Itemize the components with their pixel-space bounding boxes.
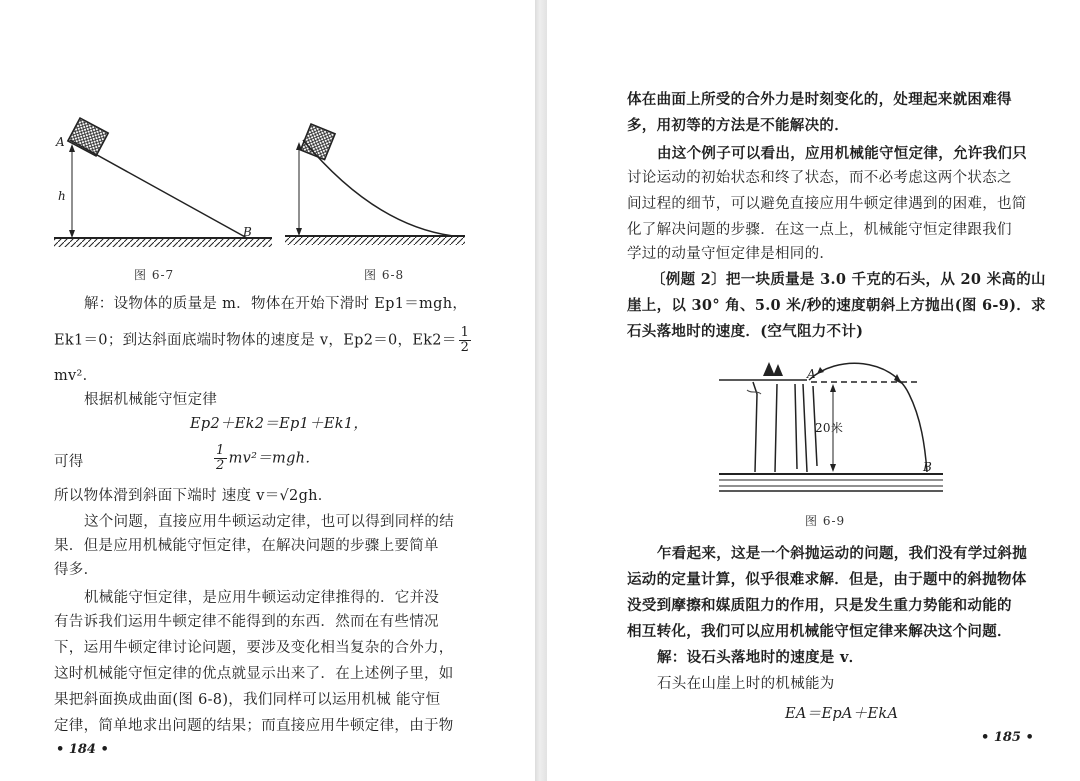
- fig9-label-a: A: [807, 367, 816, 381]
- text-line-8: 果．但是应用机械能守恒定律，在解决问题的步骤上要简单: [54, 538, 439, 554]
- text-line-14: 果把斜面换成曲面(图 6-8)，我们同样可以运用机械 能守恒: [54, 692, 441, 708]
- text-line-4: 根据机械能守恒定律: [84, 392, 218, 408]
- r-line-7: 学过的动量守恒定律是相同的．: [627, 246, 835, 262]
- r-line-16: 石头在山崖上时的机械能为: [657, 676, 835, 692]
- r-line-9: 崖上，以 30° 角、5.0 米/秒的速度朝斜上方抛出(图 6-9)．求: [627, 297, 1046, 314]
- r-line-14: 相互转化，我们可以应用机械能守恒定律来解决这个问题．: [627, 623, 1012, 640]
- fig9-label-h: 20米: [815, 421, 844, 435]
- r-line-3: 由这个例子可以看出，应用机械能守恒定律，允许我们只: [657, 145, 1027, 162]
- fig7-label-b: B: [243, 225, 253, 239]
- text-line-7: 这个问题，直接应用牛顿运动定律，也可以得到同样的结: [84, 514, 454, 530]
- r-line-1: 体在曲面上所受的合外力是时刻变化的，处理起来就困难得: [627, 91, 1012, 108]
- r-line-4: 讨论运动的初始状态和终了状态，而不必考虑这两个状态之: [627, 170, 1012, 186]
- page-number-left: • 184 •: [56, 742, 109, 757]
- text-line-2: Ek1＝0；到达斜面底端时物体的速度是 v，Ep2＝0，Ek2＝ $\frac{1}{2}$: [54, 325, 470, 355]
- equation-2: $\frac{1}{2}$ mv²＝mgh．: [216, 443, 321, 473]
- figure-6-8: [283, 118, 468, 248]
- r-line-8: 〔例题 2〕把一块质量是 3.0 千克的石头，从 20 米高的山: [651, 271, 1046, 288]
- text-line-5: 可得: [54, 454, 84, 470]
- fig9-label-b: B: [923, 460, 933, 474]
- text-line-1: 解：设物体的质量是 m．物体在开始下滑时 Ep1＝mgh，: [84, 296, 468, 312]
- r-line-6: 化了解决问题的步骤．在这一点上，机械能守恒定律跟我们: [627, 222, 1012, 238]
- r-equation: EA＝EpA＋EkA: [785, 706, 899, 722]
- left-page: [0, 0, 535, 781]
- fraction-half: $\frac{1}{2}$: [460, 325, 470, 355]
- r-line-15: 解：设石头落地时的速度是 v．: [657, 649, 864, 666]
- figure-6-8-caption: 图 6-8: [364, 268, 405, 282]
- figure-6-9-caption: 图 6-9: [805, 514, 846, 528]
- r-line-5: 间过程的细节，可以避免直接应用牛顿定律遇到的困难，也简: [627, 196, 1027, 212]
- r-line-10: 石头落地时的速度．(空气阻力不计): [627, 323, 864, 340]
- text-line-9: 得多．: [54, 562, 99, 578]
- book-gutter: [535, 0, 547, 781]
- figure-6-7-caption: 图 6-7: [134, 268, 175, 282]
- fraction-half-2: $\frac{1}{2}$: [216, 443, 225, 473]
- text-line-10: 机械能守恒定律，是应用牛顿运动定律推得的．它并没: [84, 590, 440, 606]
- r-line-12: 运动的定量计算，似乎很难求解．但是，由于题中的斜抛物体: [627, 571, 1027, 588]
- right-page: [547, 0, 1080, 781]
- equation-1: Ep2＋Ek2＝Ep1＋Ek1，: [190, 416, 369, 432]
- r-line-2: 多，用初等的方法是不能解决的．: [627, 117, 849, 134]
- text-line-6: 所以物体滑到斜面下端时 速度 v＝√2gh．: [54, 488, 333, 504]
- text-line-12: 下，运用牛顿定律讨论问题，要涉及变化相当复杂的合外力，: [54, 640, 454, 656]
- fig7-label-a: A: [56, 135, 65, 149]
- r-line-11: 乍看起来，这是一个斜抛运动的问题，我们没有学过斜抛: [657, 545, 1027, 562]
- figure-6-7: [52, 110, 274, 260]
- text-line-11: 有告诉我们运用牛顿定律不能得到的东西．然而在有些情况: [54, 614, 439, 630]
- r-line-13: 没受到摩擦和媒质阻力的作用，只是发生重力势能和动能的: [627, 597, 1012, 614]
- fig7-label-h: h: [58, 189, 67, 203]
- text-line-3: mv²．: [54, 368, 98, 384]
- page-number-right: • 185 •: [981, 730, 1034, 745]
- text-line-15: 定律，简单地求出问题的结果；而直接应用牛顿定律，由于物: [54, 718, 454, 734]
- text-line-13: 这时机械能守恒定律的优点就显示出来了．在上述例子里，如: [54, 666, 454, 682]
